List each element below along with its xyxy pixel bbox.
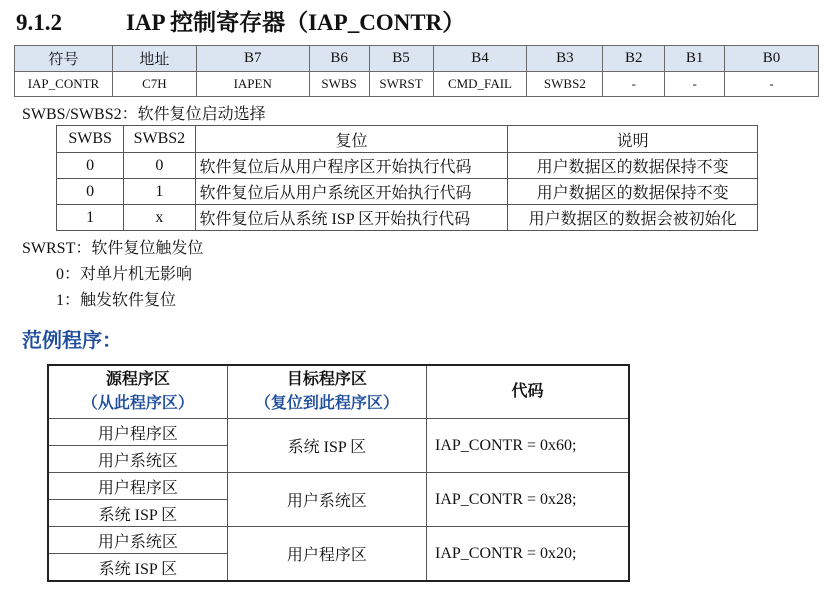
table-row (48, 527, 629, 554)
source-header (48, 365, 227, 419)
register-value-cell: SWBS2 (527, 72, 603, 97)
register-header-cell: B0 (725, 46, 819, 72)
register-header-cell: 符号 (15, 46, 113, 72)
register-value-cell: SWBS (309, 72, 369, 97)
reset-cell: 软件复位后从用户系统区开始执行代码 (195, 179, 508, 205)
register-value-row (15, 72, 819, 97)
swrst-label: SWRST：软件复位触发位 (22, 240, 204, 257)
swbs-cell: 0 (57, 153, 124, 179)
register-value-cell: - (665, 72, 725, 97)
table-row (57, 153, 758, 179)
swrst-option-0: 0：对单片机无影响 (56, 266, 193, 283)
swbs-cell: 1 (57, 205, 124, 231)
register-value-cell: - (725, 72, 819, 97)
register-header-cell: B3 (527, 46, 603, 72)
swrst-option-1: 1：触发软件复位 (56, 292, 177, 309)
register-value-cell: C7H (112, 72, 196, 97)
description-cell: 用户数据区的数据保持不变 (508, 179, 758, 205)
register-header-cell: B7 (196, 46, 309, 72)
register-value-cell: SWRST (369, 72, 433, 97)
example-title: 范例程序： (22, 330, 122, 352)
register-header-row (15, 46, 819, 72)
swbs-header-row (57, 126, 758, 153)
source-cell: 系统 ISP 区 (48, 500, 227, 527)
table-row (57, 205, 758, 231)
swbs-table (56, 125, 758, 231)
register-header-cell: B4 (433, 46, 527, 72)
target-cell: 用户系统区 (227, 473, 426, 527)
source-header-sub: （从此程序区） (81, 395, 194, 412)
register-value-cell: IAPEN (196, 72, 309, 97)
target-header (227, 365, 426, 419)
reset-cell: 软件复位后从用户程序区开始执行代码 (195, 153, 508, 179)
target-header-label: 目标程序区 (286, 371, 367, 388)
description-cell: 用户数据区的数据会被初始化 (508, 205, 758, 231)
table-row (48, 473, 629, 500)
example-header-row (48, 365, 629, 419)
description-cell: 用户数据区的数据保持不变 (508, 153, 758, 179)
register-header-cell: B2 (603, 46, 665, 72)
example-table (47, 364, 630, 582)
source-cell: 用户程序区 (48, 473, 227, 500)
register-value-cell: CMD_FAIL (433, 72, 527, 97)
swbs-header-cell: SWBS (57, 126, 124, 153)
source-cell: 用户系统区 (48, 446, 227, 473)
table-row (48, 419, 629, 446)
swbs2-cell: 0 (124, 153, 195, 179)
source-header-label: 源程序区 (105, 371, 170, 388)
swbs-header-cell: 说明 (508, 126, 758, 153)
target-cell: 用户程序区 (227, 527, 426, 582)
section-heading (16, 4, 465, 36)
source-cell: 用户系统区 (48, 527, 227, 554)
register-value-cell: - (603, 72, 665, 97)
source-cell: 用户程序区 (48, 419, 227, 446)
code-cell: IAP_CONTR = 0x20; (426, 527, 629, 582)
register-header-cell: B6 (309, 46, 369, 72)
swbs2-cell: 1 (124, 179, 195, 205)
swbs-header-cell: SWBS2 (124, 126, 195, 153)
register-header-cell: 地址 (112, 46, 196, 72)
swbs-cell: 0 (57, 179, 124, 205)
code-cell: IAP_CONTR = 0x60; (426, 419, 629, 473)
code-header: 代码 (426, 365, 629, 419)
target-cell: 系统 ISP 区 (227, 419, 426, 473)
swbs-header-cell: 复位 (195, 126, 508, 153)
reset-cell: 软件复位后从系统 ISP 区开始执行代码 (195, 205, 508, 231)
swbs-label: SWBS/SWBS2：软件复位启动选择 (22, 106, 266, 123)
register-table (14, 45, 819, 97)
source-cell: 系统 ISP 区 (48, 554, 227, 582)
section-number: 9.1.2 (16, 10, 62, 35)
code-cell: IAP_CONTR = 0x28; (426, 473, 629, 527)
register-header-cell: B1 (665, 46, 725, 72)
section-title: IAP 控制寄存器（IAP_CONTR） (126, 10, 466, 35)
register-header-cell: B5 (369, 46, 433, 72)
table-row (57, 179, 758, 205)
swbs2-cell: x (124, 205, 195, 231)
target-header-sub: （复位到此程序区） (254, 395, 399, 412)
register-value-cell: IAP_CONTR (15, 72, 113, 97)
